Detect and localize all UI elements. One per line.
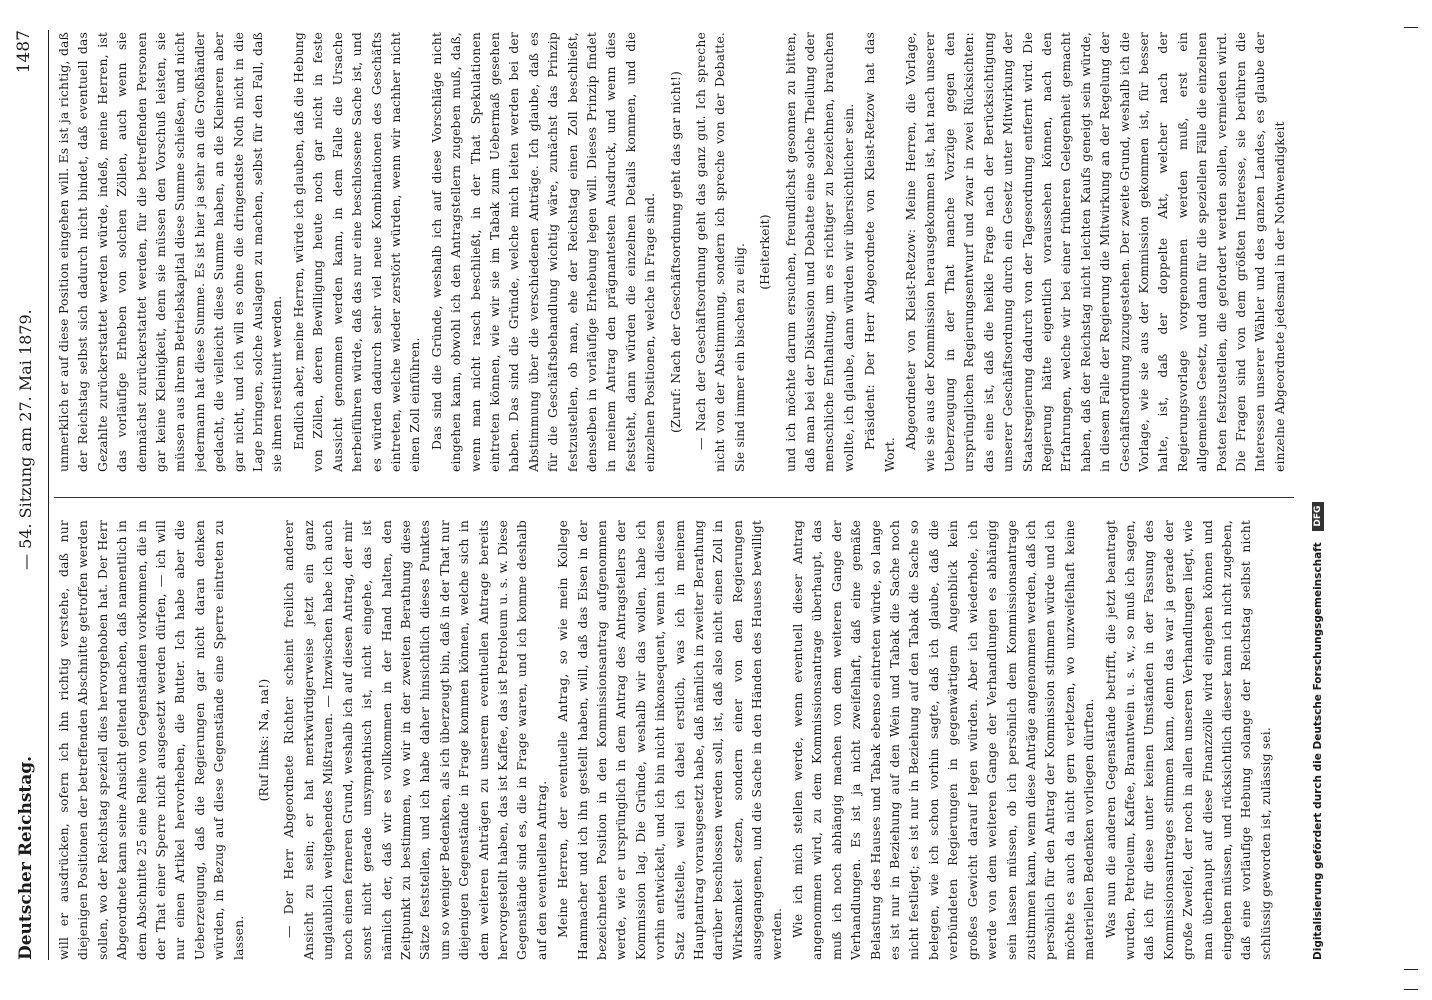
paragraph: und ich möchte darum ersuchen, freundlichst gesonnen zu bitten, daß man bei der Diskussion und Debatte eine solche Theilung oder menschliche Enthaltung, um es richtiger zu bezeichnen, brauchen wollte, ich glaube, dann würden wir übersichtlicher sein. bbox=[782, 32, 856, 472]
paragraph: Abgeordneter von Kleist-Retzow: Meine Herren, die Vorlage, wie sie aus der Kommission herausgekommen ist, hat nach unserer Ueberzeugung in der That manche Vorzüge gegen den ursprünglichen Regierungsentwurf und zwar in zwei Rücksichten: das eine ist, daß die heikle Frage nach der Berücksichtigung unserer Geschäftsordnung durch ein Gesetz unter Mitwirkung der Staatsregierung dadurch von der Tagesordnung entfernt wird. Die Regierung hätte eigentlich voraussehen können, nach den Erfahrungen, welche wir bei einer früheren Gelegenheit gemacht haben, daß der Reichstag nicht leichten Kaufs geneigt sein würde, in diesem Falle der Regierung die Mitwirkung an der Regelung der Geschäftsordnung zuzugestehen. Der zweite Grund, weshalb ich die Vorlage, wie sie aus der Kommission gekommen ist, für besser halte, ist, daß der doppelte Akt, welcher nach der Regierungsvorlage vorgenommen werden muß, erst ein allgemeines Gesetz, und dann für die speziellen Fälle die einzelnen Posten festzustellen, die gefordert werden sollen, vermieden wird. Die Fragen sind von dem größten Interesse, sie berühren die Interessen unserer Wähler und des ganzen Landes, es glaube der einzelne Abgeordnete jedesmal in der Nothwendigkeit bbox=[903, 32, 1287, 472]
crop-mark bbox=[1404, 989, 1418, 990]
paragraph: Präsident: Der Herr Abgeordnete von Kleist-Retzow hat das Wort. bbox=[862, 32, 897, 472]
publication-title: Deutscher Reichstag. bbox=[16, 755, 36, 960]
paragraph: — Der Herr Abgeordnete Richter scheint freilich anderer Ansicht zu sein; er hat merkwürdigerweise jetzt ein ganz unglaublich weitgehendes Mißtrauen. — Inzwischen habe ich auch noch einen ferneren Grund, weshalb ich auf diesen Antrag, der mir sonst nicht gerade unsympathisch ist, nicht eingehe, das ist nämlich der, daß wir es vollkommen in der Hand halten, den Zeitpunkt zu bestimmen, wo wir in der zweiten Berathung diese Sätze feststellen, und ich habe daher hinsichtlich dieses Punktes um so weniger Bedenken, als ich überzeugt bin, daß in der That nur diejenigen Gegenstände in Frage kommen können, welche sich in dem weiteren Anträgen zu unserem eventuellen Antrage bereits hervorgestellt haben, das ist Kaffee, das ist Petroleum u. s. w. Diese Gegenstände sind es, die in Frage waren, und ich komme deshalb auf den eventuellen Antrag. bbox=[281, 520, 549, 960]
page-number: 1487 bbox=[14, 30, 34, 74]
right-text-column bbox=[54, 32, 1294, 472]
dfg-logo: DFG bbox=[1312, 502, 1324, 531]
paragraph: (Heiterkeit) bbox=[757, 214, 773, 290]
paragraph: (Zuruf: Nach der Geschäftsordnung geht das gar nicht!) bbox=[667, 71, 683, 433]
paragraph: Meine Herren, der eventuelle Antrag, so wie mein Kollege Hammacher und ich ihn gestellt haben, will, daß das Eisen in der bezeichneten Position in den Kommissionsantrag aufgenommen werde, wie er ursprünglich in dem Antrag des Antragstellers der Kommission lag. Die Gründe, weshalb wir das wollen, habe ich vorhin entwickelt, und ich bin nicht inkonsequent, wenn ich diesen Satz aufstelle, weil ich dabei erstlich, was ich in meinem Hauptantrag vorausgesetzt habe, daß nämlich in zweiter Berathung darüber beschlossen werden soll, ist, daß also nicht einen Zoll in Wirksamkeit setzen, sondern einer von den Regierungen ausgegangenen, und die Sache in den Händen des Hauses bewilligt werden. bbox=[555, 520, 784, 960]
page-header bbox=[6, 30, 46, 960]
header-rule bbox=[48, 30, 49, 960]
paragraph: will er ausdrücken, sofern ich ihn richtig verstehe, daß nur diejenigen Positionen der betreffenden Abschnitte getroffen werden sollen, wo der Reichstag speziell dies hervorgehoben hat. Der Herr Abgeordnete kann seine Ansicht geltend machen, daß namentlich in dem Abschnitte 25 eine Reihe von Gegenständen vorkommen, die in der That einer Sperre nicht ausgesetzt werden dürfen, — ich will nur einen Artikel hervorheben, die Butter. Ich habe aber die Ueberzeugung, daß die Regierungen gar nicht daran denken würden, in Bezug auf diese Gegenstände eine Sperre eintreten zu lassen. bbox=[56, 520, 246, 960]
paragraph: Endlich aber, meine Herren, würde ich glauben, daß die Hebung von Zöllen, deren Bewilligung heute noch gar nicht in feste Aussicht genommen werden kann, in dem Falle die Ursache herbeiführen würde, daß das nur eine beschlossene Sache ist, und es würden dadurch sehr viel neue Kombinationen des Geschäfts eintreten, welche wieder zerstört würden, wenn wir nachher nicht einen Zoll einführen. bbox=[290, 32, 423, 472]
column-divider bbox=[54, 497, 1294, 498]
crop-mark bbox=[1404, 969, 1418, 970]
paragraph: Das sind die Gründe, weshalb ich auf diese Vorschläge nicht eingehen kann, obwohl ich den Antragstellern zugeben muß, daß, wenn man nicht rasch beschließt, in der That Spekulationen eintreten können, wie wir sie im Tabak zum Uebermaß gesehen haben. Das sind die Gründe, welche mich leiten werden bei der Abstimmung über die verschiedenen Anträge. Ich glaube, daß es für die Geschäftsbehandlung wichtig wäre, zunächst das Prinzip festzustellen, ob man, ehe der Reichstag einen Zoll beschließt, denselben in vorläufige Erhebung legen will. Dieses Prinzip findet in meinem Antrag den prägnantesten Ausdruck, und wenn dies feststeht, dann würden die einzelnen Details kommen, und die einzelnen Positionen, welche in Frage sind. bbox=[428, 32, 658, 472]
paragraph: — Nach der Geschäftsordnung geht das ganz gut. Ich spreche nicht von der Abstimmung, sondern ich spreche von der Debatte. Sie sind immer ein bischen zu eilig. bbox=[693, 32, 747, 472]
left-text-column bbox=[54, 520, 1294, 960]
paragraph: Wie ich mich stellen werde, wenn eventuell dieser Antrag angenommen wird, zu dem Kommissionsantrage überhaupt, das muß ich noch abhängig machen von dem weiteren Gange der Verhandlungen. Es ist ja nicht zweifelhaft, daß eine gemäße Belastung des Hauses und Tabak ebenso eintreten würde, so lange es ist nur in Beziehung auf den Wein und Tabak die Sache noch nicht festliegt; es ist nur in Beziehung auf den Tabak die Sache so belegen, wie ich schon vorhin sagte, daß ich glaube, daß die verbündeten Regierungen in gegenwärtigem Augenblick kein großes Gewicht darauf legen würden. Aber ich wiederhole, ich werde von dem weiteren Gange der Verhandlungen es abhängig sein lassen müssen, ob ich persönlich dem Kommissionsantrage zustimmen kann, wenn diese Anträge angenommen werden, daß ich persönlich für den Antrag der Kommission stimmen würde und ich möchte es auch da nicht gern verletzen, wo unzweifelhaft keine materiellen Bedenken vorliegen dürften. bbox=[790, 520, 1097, 960]
paragraph: (Ruf links: Na, na!) bbox=[256, 678, 272, 802]
session-title: — 54. Sitzung am 27. Mai 1879. bbox=[16, 309, 35, 570]
paragraph: Was nun die anderen Gegenstände betrifft, die jetzt beantragt wurden, Petroleum, Kaffee, Branntwein u. s. w., so muß ich sagen, daß ich für diese unter keinen Umständen in der Fassung des Kommissionsantrages stimmen kann, denn das war ja gerade der große Zweifel, der noch in allen unseren Verhandlungen liegt, wie man überhaupt auf diese Finanzzölle wird eingehen können und eingehen müssen, und rücksichtlich dieser kann ich nicht zugeben, daß eine vorläufige Hebung solange der Reichstag selbst nicht schlüssig geworden ist, zulässig sei. bbox=[1102, 520, 1273, 960]
digitization-credit bbox=[1312, 30, 1330, 960]
paragraph: unmerklich er auf diese Position eingehen will. Es ist ja richtig, daß der Reichstag selbst sich dadurch nicht bindet, daß eventuell das Gezahlte zurückerstattet werden würde, indeß, meine Herren, ist das vorläufige Erheben von solchen Zöllen, auch wenn sie demnächst zurückerstattet werden, für die betreffenden Personen gar keine Kleinigkeit, denn sie müssen den Vorschuß leisten, sie müssen aus ihrem Betriebskapital diese Summe schießen, und nicht jedermann hat diese Summe. Es ist hier ja sehr an die Großhändler gedacht, die vielleicht diese Summe haben, an die Kleineren aber gar nicht, und ich will es ohne die dringendste Noth nicht in die Lage bringen, solche Auslagen zu machen, selbst für den Fall, daß sie ihnen restituirt werden. bbox=[56, 32, 285, 472]
dfg-credit-text: Digitalisierung gefördert durch die Deutsche Forschungsgemeinschaft bbox=[1312, 542, 1324, 960]
crop-mark bbox=[1404, 27, 1418, 28]
